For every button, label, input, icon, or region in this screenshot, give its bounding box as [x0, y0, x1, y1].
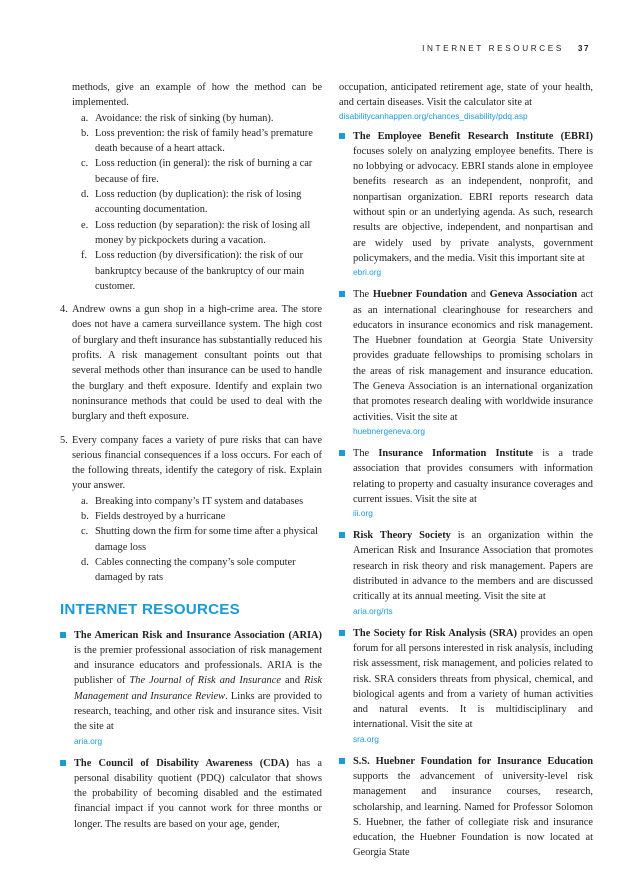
- list-item: a. Avoidance: the risk of sinking (by human).: [81, 112, 274, 124]
- question-continuation: methods, give an example of how the method can be implemented.: [72, 82, 322, 109]
- resource-cda-continuation: occupation, anticipated retirement age, state of your health, and certain diseases. Visit the calculator site at: [339, 82, 593, 109]
- page-number: 37: [577, 44, 590, 53]
- running-head: [422, 44, 590, 53]
- resource-link[interactable]: huebnergeneva.org: [353, 425, 425, 436]
- resource-link[interactable]: aria.org: [74, 735, 103, 746]
- resource-cda: The Council of Disability Awareness (CDA) has a personal disability quotient (PDQ) calculator that shows the probability of becoming disabled and the estimated financial impact if you cannot work for three months or longer. The results are based on your age, gender,: [60, 756, 322, 832]
- resource-link[interactable]: aria.org/rts: [353, 605, 393, 616]
- square-bullet-icon: [339, 291, 345, 297]
- square-bullet-icon: [60, 632, 66, 638]
- resource-huebner-geneva: The Huebner Foundation and Geneva Association act as an international clearinghouse for researchers and educators in insurance economics and risk management. The Huebner foundation at Georgia State University provides graduate fellowships to promising scholars in the areas of risk management and insurance education. The Geneva Association is an international organization that promotes research dealing with worldwide insurance activities. Visit the site at huebnergeneva.org: [339, 287, 593, 437]
- question-4: 4. Andrew owns a gun shop in a high-crime area. The store does not have a camera surveillance system. The high cost of burglary and theft insurance has substantially reduced his profits. A risk management consultant points out that several methods other than insurance can be used to handle the burglary and theft exposure. Identify and explain two noninsurance methods that could be used to deal with the burglary and theft exposure.: [60, 304, 322, 423]
- threats-list: [60, 494, 322, 586]
- square-bullet-icon: [60, 760, 66, 766]
- square-bullet-icon: [339, 630, 345, 636]
- list-item: d. Loss reduction (by duplication): the risk of losing accounting documentation.: [81, 189, 302, 216]
- resource-ebri: The Employee Benefit Research Institute (EBRI) focuses solely on analyzing employee benefits. There is no lobbying or advocacy. EBRI stands alone in employee benefits research as an independent, nonprofit, and nonpartisan organization. EBRI reports research data without spin or an underlying agenda. As such, research results are objective, independent, and nonpartisan and are widely used by private analysts, government policymakers, and the media. Visit this important site at ebri.org: [339, 129, 593, 279]
- list-item: c. Shutting down the firm for some time after a physical damage loss: [81, 526, 319, 553]
- list-item: b. Fields destroyed by a hurricane: [81, 511, 226, 523]
- resource-link[interactable]: ebri.org: [353, 267, 382, 278]
- list-item: b. Loss prevention: the risk of family head’s premature death because of a heart attack.: [81, 127, 313, 155]
- right-column: [339, 80, 593, 870]
- question-5: 5. Every company faces a variety of pure risks that can have serious financial consequences if a loss occurs. For each of the following threats, identify the category of risk. Explain your answer.: [60, 434, 322, 492]
- list-item: c. Loss reduction (in general): the risk of burning a car because of fire.: [81, 158, 313, 185]
- section-heading: INTERNET RESOURCES: [60, 600, 240, 618]
- resource-aria: The American Risk and Insurance Association (ARIA) is the premier professional association of risk management and insurance educators and professionals. ARIA is the publisher of The Journal of Risk and Insurance and Risk Management and Insurance Review. Links are provided to research, teaching, and other risk and insurance sites. Visit the site at aria.org: [60, 628, 322, 747]
- resource-ss-huebner: S.S. Huebner Foundation for Insurance Education supports the advancement of university-level risk management and insurance courses, research, scholarship, and learning. Named for Professor Solomon S. Huebner, the father of collegiate risk and insurance education, the Huebner Foundation is now located at Georgia State: [339, 754, 593, 861]
- resource-rts: Risk Theory Society is an organization within the American Risk and Insurance Association that promotes research in risk theory and risk management. Papers are distributed in advance to the members and are discussed critically at its annual meeting. Visit the site at aria.org/rts: [339, 528, 593, 616]
- resource-link[interactable]: iii.org: [353, 508, 373, 519]
- resource-iii: The Insurance Information Institute is a trade association that provides consumers with information relating to property and casualty insurance coverages and current issues. Visit the site at iii.org: [339, 446, 593, 519]
- list-item: f. Loss reduction (by diversification): the risk of our bankruptcy because of the bankruptcy of our main customer.: [81, 250, 305, 292]
- list-item: a. Breaking into company’s IT system and databases: [81, 495, 304, 507]
- resource-sra: The Society for Risk Analysis (SRA) provides an open forum for all persons interested in risk analysis, including risk assessment, risk management, and policies related to risk. SRA considers threats from physical, chemical, and biological agents and from a variety of human activities and natural events. It is multidisciplinary and international. Visit the site at sra.org: [339, 626, 593, 745]
- square-bullet-icon: [339, 450, 345, 456]
- resource-link[interactable]: disabilitycanhappen.org/chances_disability/pdq.asp: [339, 110, 528, 121]
- risk-methods-list: [60, 111, 322, 295]
- list-item: d. Cables connecting the company’s sole computer damaged by rats: [81, 556, 296, 584]
- square-bullet-icon: [339, 758, 345, 764]
- resource-link[interactable]: sra.org: [353, 733, 379, 744]
- square-bullet-icon: [339, 532, 345, 538]
- square-bullet-icon: [339, 133, 345, 139]
- list-item: e. Loss reduction (by separation): the risk of losing all money by pickpockets during a vacation.: [81, 219, 311, 246]
- running-title: INTERNET RESOURCES: [422, 44, 564, 53]
- left-column: [60, 80, 322, 841]
